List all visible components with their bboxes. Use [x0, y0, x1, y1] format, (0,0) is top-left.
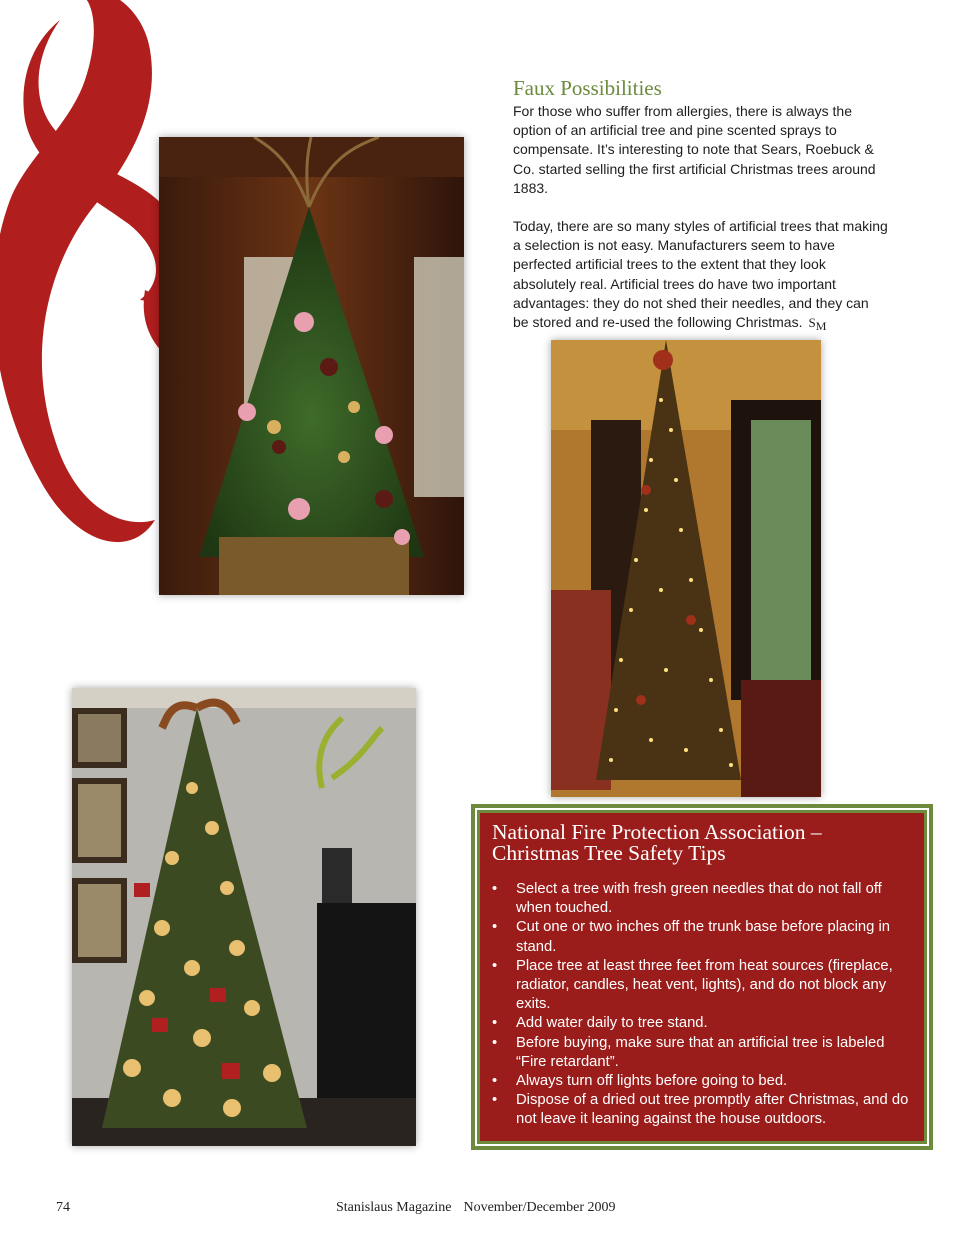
page-number: 74	[56, 1200, 70, 1215]
photo-tall-lit-tree	[551, 340, 821, 797]
safety-tips-list	[492, 880, 913, 1130]
safety-tip-item: • Dispose of a dried out tree promptly after Christmas, and do not leave it leaning against the house outdoors.	[492, 1091, 913, 1129]
safety-tip-item: • Always turn off lights before going to bed.	[492, 1072, 913, 1091]
article-heading: Faux Possibilities	[513, 76, 662, 100]
article-paragraph-1: For those who suffer from allergies, there is always the option of an artificial tree and pine scented sprays to compensate. It’s interesting to note that Sears, Roebuck & Co. started selling the first artificial Christmas trees around 1883.	[513, 103, 876, 196]
article-faux-possibilities	[513, 76, 888, 355]
photo-gold-ornament-tree	[72, 688, 416, 1146]
footer-issue: November/December 2009	[463, 1200, 616, 1215]
safety-tip-item: • Before buying, make sure that an artificial tree is labeled “Fire retardant”.	[492, 1034, 913, 1072]
footer-publication	[336, 1200, 627, 1216]
photo-feather-tree	[159, 137, 464, 595]
safety-tips-box	[471, 804, 933, 1150]
article-paragraph-2	[513, 217, 888, 336]
end-mark: $S_M$	[808, 315, 827, 334]
footer-magazine-name: Stanislaus Magazine	[336, 1200, 452, 1215]
safety-tip-item: • Place tree at least three feet from heat sources (fireplace, radiator, candles, heat vent, lights), and do not block any exits.	[492, 957, 913, 1015]
safety-tips-title-line-1: National Fire Protection Association –	[492, 820, 822, 844]
safety-tips-title-line-2: Christmas Tree Safety Tips	[492, 841, 726, 865]
article-paragraph-2-text: Today, there are so many styles of artificial trees that making a selection is not easy. Manufacturers seem to have perfected artificial trees to the extent that they look absolutely real. Artificial trees do have two important advantages: they do not shed their needles, and they can be stored and re-used the following Christmas.	[513, 218, 888, 331]
safety-tip-item: • Add water daily to tree stand.	[492, 1014, 913, 1033]
safety-tip-item: • Cut one or two inches off the trunk base before placing in stand.	[492, 918, 913, 956]
safety-tips-title	[492, 822, 913, 864]
safety-tip-item: • Select a tree with fresh green needles that do not fall off when touched.	[492, 880, 913, 918]
